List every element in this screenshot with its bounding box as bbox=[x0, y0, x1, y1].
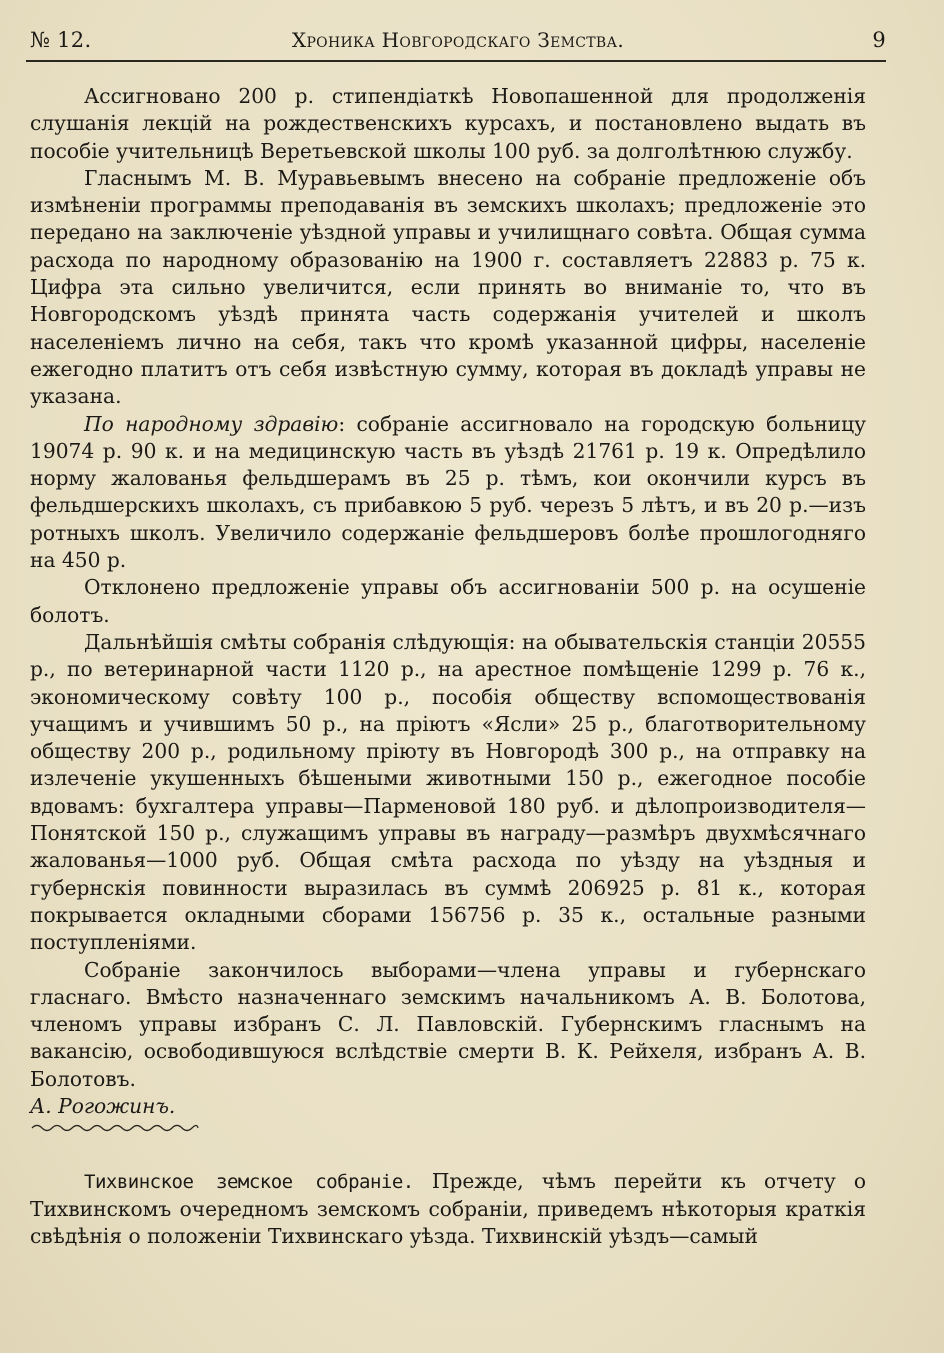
paragraph-stipend: Ассигновано 200 р. стипендіаткѣ Новопашенной для продолженія слушанія лекцій на рождественскихъ курсахъ, и постановлено выдать въ пособіе учительницѣ Веретьевской школы 100 руб. за долголѣтнюю службу. bbox=[30, 84, 866, 163]
paragraph-budgets: Дальнѣйшія смѣты собранія слѣдующія: на обывательскія станціи 20555 р., по ветеринарной части 1120 р., на арестное помѣщеніе 1299 р. 76 к., экономическому совѣту 100 р., пособія обществу вспомоществованія учащимъ и учившимъ 50 р., на пріютъ «Ясли» 25 р., благотворительному обществу 200 р., родильному пріюту въ Новгородѣ 300 р., на отправку на излеченіе укушенныхъ бѣшеными животными 150 р., ежегодное пособіе вдовамъ: бухгалтера управы—Парменовой 180 руб. и дѣлопроизводителя—Понятской 150 р., служащимъ управы въ награду—размѣръ двухмѣсячнаго жалованья—1000 руб. Общая смѣта расхода по уѣзду на уѣздныя и губернскія повинности выразилась въ суммѣ 206925 р. 81 к., которая покрывается окладными сборами 156756 р. 35 к., остальные разными поступленіями. bbox=[30, 629, 866, 955]
paragraph-program: Гласнымъ М. В. Муравьевымъ внесено на собраніе предложеніе объ измѣненіи программы преподаванія въ земскихъ школахъ; предложеніе это передано на заключеніе уѣздной управы и училищнаго совѣта. Общая сумма расхода по народному образованію на 1900 г. составляетъ 22883 р. 75 к. Цифра эта сильно увеличится, если принять во вниманіе то, что въ Новгородскомъ уѣздѣ принята часть содержанія учителей и школъ населеніемъ лично на себя, такъ что кромѣ указанной цифры, населеніе ежегодно платитъ отъ себя извѣстную сумму, которая въ докладѣ управы не указана. bbox=[30, 165, 866, 409]
tikhvin-heading: Тихвинское земское собраніе. bbox=[84, 1170, 414, 1193]
article-body bbox=[30, 83, 866, 1250]
paragraph-swamps: Отклонено предложеніе управы объ ассигнованіи 500 р. на осушеніе болотъ. bbox=[30, 575, 866, 627]
page-number: 9 bbox=[872, 28, 886, 52]
author-signature: А. Рогожинъ. bbox=[30, 1093, 176, 1118]
running-header bbox=[30, 28, 886, 62]
issue-number: № 12. bbox=[30, 28, 92, 52]
paragraph-tikhvin bbox=[30, 1168, 866, 1251]
health-text: : собраніе ассигновало на городскую больницу 19074 р. 90 к. и на медицинскую часть въ уѣздѣ 21761 р. 19 к. Опредѣлило норму жалованья фельдшерамъ въ 25 р. тѣмъ, кои окончили курсъ въ фельдшерскихъ школахъ, съ прибавкою 5 руб. черезъ 5 лѣтъ, и въ 20 р.—изъ ротныхъ школъ. Увеличило содержаніе фельдшеровъ болѣе прошлогодняго на 450 р. bbox=[30, 411, 866, 573]
health-heading: По народному здравію bbox=[84, 411, 339, 436]
header-rule bbox=[26, 60, 886, 62]
tikhvin-text: Прежде, чѣмъ перейти къ отчету о Тихвинскомъ очередномъ земскомъ собраніи, приведемъ нѣкоторыя краткія свѣдѣнія о положеніи Тихвинскаго уѣзда. Тихвинскій уѣздъ—самый bbox=[30, 1168, 866, 1249]
paragraph-health bbox=[30, 411, 866, 575]
wavy-separator bbox=[30, 1122, 200, 1134]
paragraph-elections: Собраніе закончилось выборами—члена управы и губернскаго гласнаго. Вмѣсто назначеннаго земскимъ начальникомъ А. В. Болотова, членомъ управы избранъ С. Л. Павловскій. Губернскимъ гласнымъ на вакансію, освободившуюся вслѣдствіе смерти В. К. Рейхеля, избранъ А. В. Болотовъ. bbox=[30, 957, 866, 1091]
journal-title: Хроника Новгородскаго Земства. bbox=[291, 28, 625, 52]
